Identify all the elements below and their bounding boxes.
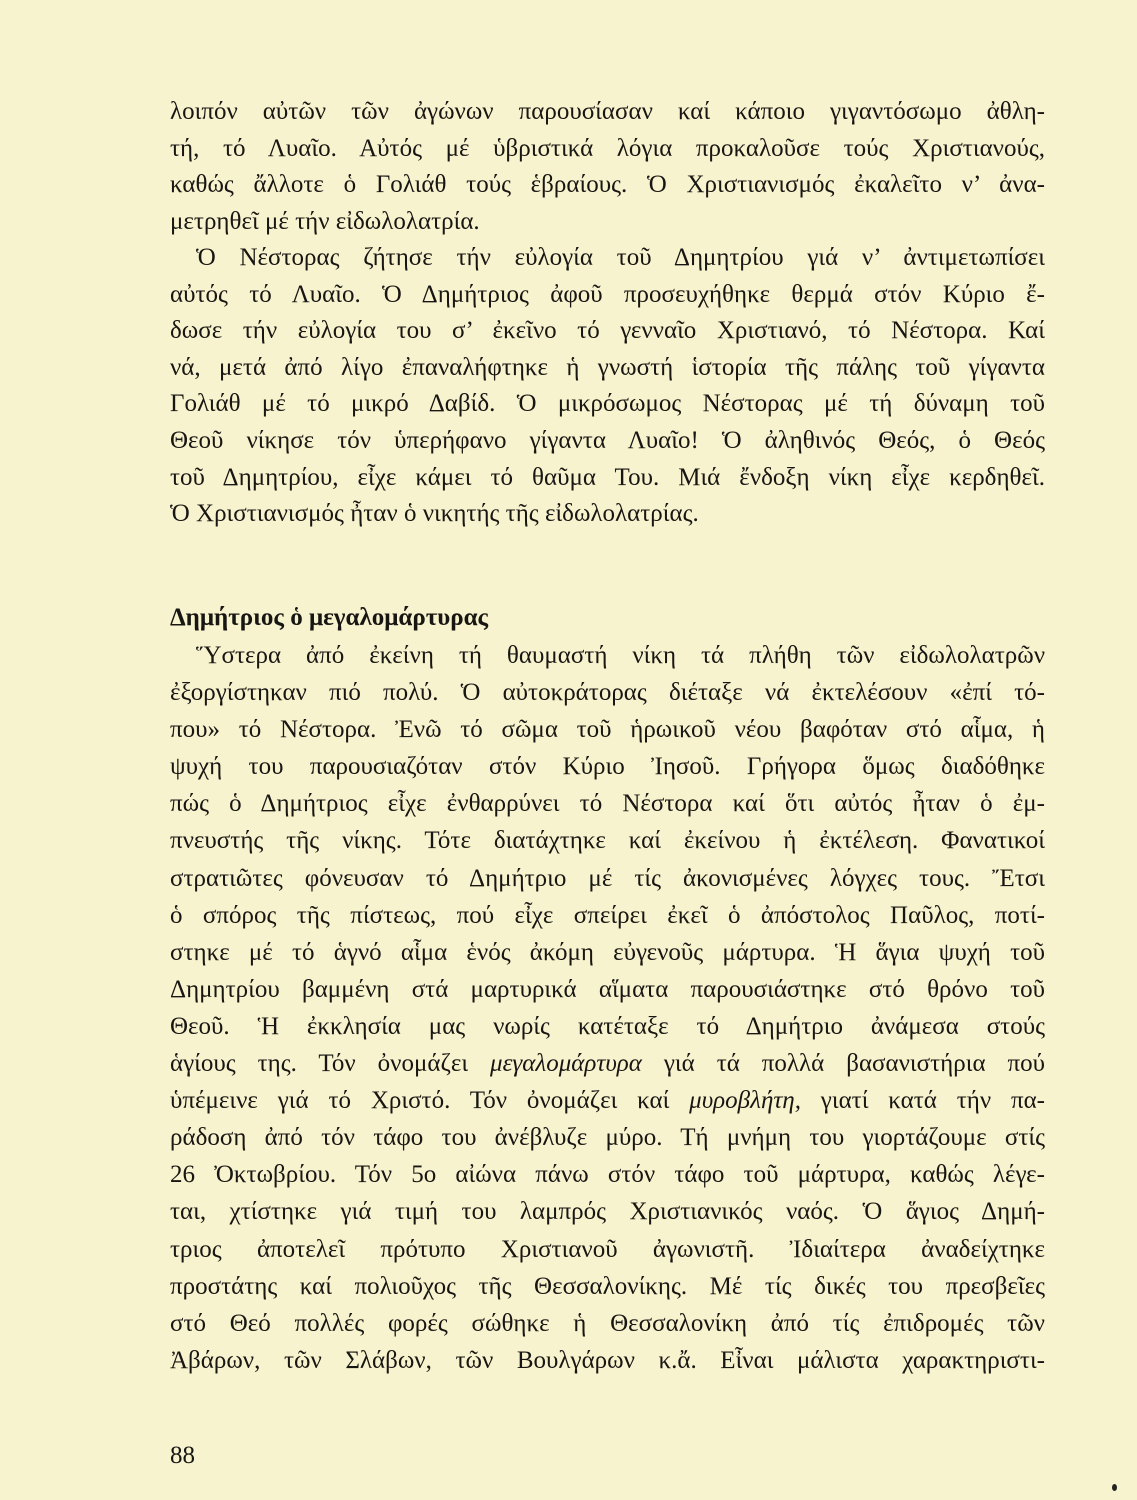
text-line: ψυχή του παρουσιαζόταν στόν Κύριο Ἰησοῦ. Γρήγορα ὅμως διαδόθηκε bbox=[170, 753, 1045, 781]
text-line: τριος ἀποτελεῖ πρότυπο Χριστιανοῦ ἀγωνιστῆ. Ἰδιαίτερα ἀναδείχτηκε bbox=[170, 1235, 1045, 1263]
text-line: τοῦ Δημητρίου, εἶχε κάμει τό θαῦμα Του. Μιά ἔνδοξη νίκη εἶχε κερδηθεῖ. bbox=[170, 463, 1045, 491]
text-line: στηκε μέ τό ἁγνό αἷμα ἑνός ἀκόμη εὐγενοῦς μάρτυρα. Ἡ ἅγια ψυχή τοῦ bbox=[170, 938, 1045, 966]
text-line: 26 Ὀκτωβρίου. Τόν 5ο αἰώνα πάνω στόν τάφο τοῦ μάρτυρα, καθώς λέγε- bbox=[170, 1161, 1045, 1189]
paragraph-2 bbox=[170, 240, 1045, 533]
text-line: Θεοῦ νίκησε τόν ὑπερήφανο γίγαντα Λυαῖο! Ὁ ἀληθινός Θεός, ὁ Θεός bbox=[170, 426, 1045, 454]
text-line: που» τό Νέστορα. Ἐνῶ τό σῶμα τοῦ ἡρωικοῦ νέου βαφόταν στό αἷμα, ἡ bbox=[170, 716, 1045, 744]
text-line: πνευστής τῆς νίκης. Τότε διατάχτηκε καί ἐκείνου ἡ ἐκτέλεση. Φανατικοί bbox=[170, 827, 1045, 855]
page-number: 88 bbox=[170, 1442, 195, 1469]
paragraph-1 bbox=[170, 94, 1045, 240]
text-line: δωσε τήν εὐλογία του σ’ ἐκεῖνο τό γενναῖο Χριστιανό, τό Νέστορα. Καί bbox=[170, 317, 1045, 345]
text-line: λοιπόν αὐτῶν τῶν ἀγώνων παρουσίασαν καί κάποιο γιγαντόσωμο ἀθλη- bbox=[170, 98, 1045, 125]
text-line: στό Θεό πολλές φορές σώθηκε ἡ Θεσσαλονίκη ἀπό τίς ἐπιδρομές τῶν bbox=[170, 1309, 1045, 1337]
text-line: Θεοῦ. Ἡ ἐκκλησία μας νωρίς κατέταξε τό Δημήτριο ἀνάμεσα στούς bbox=[170, 1012, 1045, 1040]
text-line: τή, τό Λυαῖο. Αὐτός μέ ὑβριστικά λόγια προκαλοῦσε τούς Χριστιανούς, bbox=[170, 134, 1045, 162]
text-line: νά, μετά ἀπό λίγο ἐπαναλήφτηκε ἡ γνωστή ἱστορία τῆς πάλης τοῦ γίγαντα bbox=[170, 353, 1045, 381]
text-line: Γολιάθ μέ τό μικρό Δαβίδ. Ὁ μικρόσωμος Νέστορας μέ τή δύναμη τοῦ bbox=[170, 390, 1045, 418]
text-line: αὐτός τό Λυαῖο. Ὁ Δημήτριος ἀφοῦ προσευχήθηκε θερμά στόν Κύριο ἔ- bbox=[170, 280, 1045, 308]
text-line: προστάτης καί πολιοῦχος τῆς Θεσσαλονίκης. Μέ τίς δικές του πρεσβεῖες bbox=[170, 1272, 1045, 1300]
text-line: Ἀβάρων, τῶν Σλάβων, τῶν Βουλγάρων κ.ἄ. Εἶναι μάλιστα χαρακτηριστι- bbox=[170, 1346, 1045, 1374]
section-heading: Δημήτριος ὁ μεγαλομάρτυρας bbox=[170, 604, 489, 631]
text-line bbox=[170, 1045, 1045, 1082]
text-line: Ὕστερα ἀπό ἐκείνη τή θαυμαστή νίκη τά πλήθη τῶν εἰδωλολατρῶν bbox=[196, 642, 1045, 669]
text-line: καθώς ἄλλοτε ὁ Γολιάθ τούς ἑβραίους. Ὁ Χριστιανισμός ἐκαλεῖτο ν’ ἀνα- bbox=[170, 171, 1045, 199]
paragraph-3 bbox=[170, 637, 1045, 1379]
text-segment: γιά τά πολλά βασανιστήρια πού bbox=[641, 1050, 1045, 1078]
text-segment: ἁγίους της. Τόν ὀνομάζει bbox=[170, 1050, 491, 1078]
text-line: μετρηθεῖ μέ τήν εἰδωλολατρία. bbox=[170, 207, 480, 235]
text-line: Δημητρίου βαμμένη στά μαρτυρικά αἵματα παρουσιάστηκε στό θρόνο τοῦ bbox=[170, 975, 1045, 1003]
text-line bbox=[170, 1082, 1045, 1119]
text-segment: γιατί κατά τήν πα- bbox=[800, 1087, 1046, 1115]
text-line: Ὁ Νέστορας ζήτησε τήν εὐλογία τοῦ Δημητρίου γιά ν’ ἀντιμετωπίσει bbox=[196, 244, 1045, 271]
italic-term: μυροβλήτη, bbox=[689, 1087, 801, 1115]
text-line: ὁ σπόρος τῆς πίστεως, πού εἶχε σπείρει ἐκεῖ ὁ ἀπόστολος Παῦλος, ποτί- bbox=[170, 901, 1045, 929]
text-line: ράδοση ἀπό τόν τάφο του ἀνέβλυζε μύρο. Τή μνήμη του γιορτάζουμε στίς bbox=[170, 1124, 1045, 1152]
text-segment: ὑπέμεινε γιά τό Χριστό. Τόν ὀνομάζει καί bbox=[170, 1087, 690, 1115]
text-line: Ὁ Χριστιανισμός ἦταν ὁ νικητής τῆς εἰδωλολατρίας. bbox=[170, 500, 699, 528]
text-line: στρατιῶτες φόνευσαν τό Δημήτριο μέ τίς ἀκονισμένες λόγχες τους. Ἔτσι bbox=[170, 864, 1045, 892]
text-line: ται, χτίστηκε γιά τιμή του λαμπρός Χριστιανικός ναός. Ὁ ἅγιος Δημή- bbox=[170, 1198, 1045, 1226]
italic-term: μεγαλομάρτυρα bbox=[490, 1050, 642, 1078]
scan-speck bbox=[1112, 1484, 1117, 1491]
text-line: ἐξοργίστηκαν πιό πολύ. Ὁ αὐτοκράτορας διέταξε νά ἐκτελέσουν «ἐπί τό- bbox=[170, 679, 1045, 707]
text-line: πώς ὁ Δημήτριος εἶχε ἐνθαρρύνει τό Νέστορα καί ὅτι αὐτός ἦταν ὁ ἐμ- bbox=[170, 790, 1045, 818]
